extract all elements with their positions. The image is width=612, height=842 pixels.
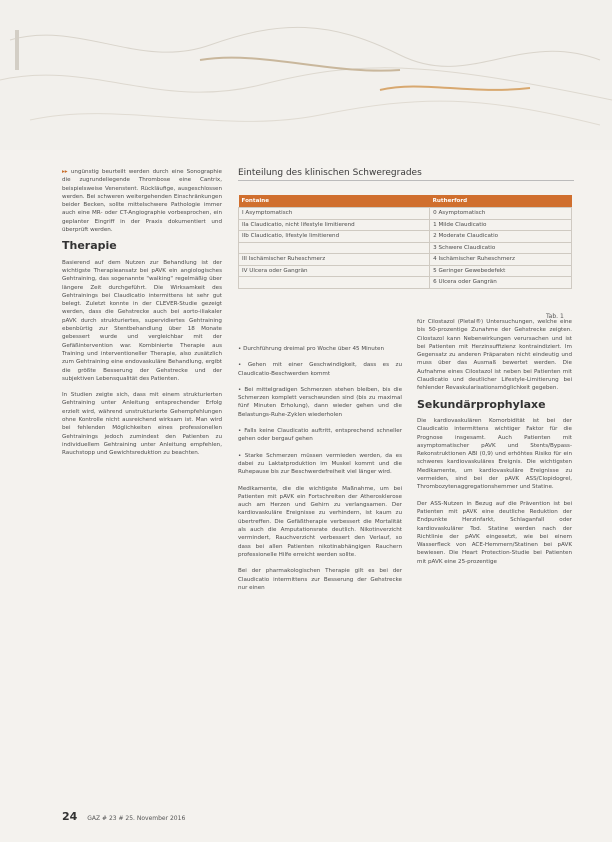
bullet-item: • Falls keine Claudicatio auftritt, entsprechend schneller gehen oder bergauf gehen (238, 428, 402, 443)
bullet-text: Durchführung dreimal pro Woche über 45 Minuten (243, 346, 384, 352)
bullet-item: • Durchführung dreimal pro Woche über 45 Minuten (238, 346, 384, 352)
table-note: Tab. 1 (546, 313, 564, 320)
section-heading-sekundaerprophylaxe: Sekundärprophylaxe (417, 397, 546, 411)
table-row (239, 254, 572, 266)
bullet-text: Starke Schmerzen müssen vermieden werden, da es dabei zu Laktatproduktion im Muskel kommt und die Ruhepause bis zur Beschwerdefreiheit viel länger wird. (238, 452, 403, 476)
table-header-fontaine: Fontaine (239, 195, 430, 208)
table-cell: 3 Schwere Claudicatio (430, 242, 572, 254)
column-middle (238, 345, 402, 600)
table-cell: 5 Geringer Gewebedefekt (430, 265, 572, 277)
therapie-paragraph-1: Basierend auf dem Nutzen zur Behandlung ist der wichtigste Therapieansatz bei pAVK ein angiologisches Gehtraining, das sogenannte "walking" regelmäßig über längere Zeit durchgeführt. Die Wirksamkeit des Gehtrainings bei Claudicatio intermittens ist sehr gut belegt. Zuletzt konnte in der CLEVER-Studie gezeigt werden, dass die Gehstrecke auch bei aorto-iliakaler pAVK durch strukturiertes, supervidiertes Gehtraining ebenbürtig zur Stentbehandlung über 18 Monate gebessert wurde und vergleichbar mit der Gefäßintervention war. Kombinierte Therapie aus Training und interventioneller Therapie, also zusätzlich zum Gehtraining eine endovaskuläre Behandlung, ergibt die größte Besserung der Gehstrecke und der subjektiven Lebensqualität des Patienten. (62, 259, 222, 382)
table-cell (239, 277, 430, 289)
table-cell: 4 Ischämischer Ruheschmerz (430, 254, 572, 266)
bullet-item: • Starke Schmerzen müssen vermieden werden, da es dabei zu Laktatproduktion im Muskel kommt und die Ruhepause bis zur Beschwerdefreiheit viel länger wird. (238, 452, 403, 476)
table-row (239, 219, 572, 231)
table-header-rutherford: Rutherford (430, 195, 572, 208)
bullet-text: Falls keine Claudicatio auftritt, entsprechend schneller gehen oder bergauf gehen (238, 428, 402, 443)
bullet-text: Gehen mit einer Geschwindigkeit, dass es zu Claudicatio-Beschwerden kommt (238, 362, 403, 377)
section-heading-therapie: Therapie (62, 239, 117, 253)
right-paragraph-3: Der ASS-Nutzen in Bezug auf die Prävention ist bei Patienten mit pAVK eine deutliche Reduktion der Endpunkte Herzinfarkt, Schlaganfall oder kardiovaskulärer Tod. Statine werden nach der Richtlinie der pAVK eingesetzt, wie bei einem Wasserfleck von ACE-Hemmern/Statinen bei pAVK bewiesen. Die Heart Protection-Studie bei Patienten mit pAVK eine 25-prozentige (417, 500, 572, 565)
page-number: 24 (62, 810, 78, 823)
middle-paragraph-1: Medikamente, die die wichtigste Maßnahme, um bei Patienten mit pAVK ein Fortschreiten der Atherosklerose auch am Herzen und Gehirn zu verlangsamen. Der kardiovaskuläre Ereignisse zu verhindern, ist kaum zu übertreffen. Die Gefäßtherapie verbessert die Mortalität als auch die Amputationsrate deutlich. Nikotinverzicht vermindert, Rauchverzicht verbessert den Verlauf, so dass bei allen Patienten nikotinabhängigen Rauchern professionelle Hilfe erreicht werden sollte. (238, 485, 402, 558)
bullet-item: • Gehen mit einer Geschwindigkeit, dass es zu Claudicatio-Beschwerden kommt (238, 362, 403, 377)
column-left (62, 168, 222, 466)
bullet-item: • Bei mittelgradigen Schmerzen stehen bleiben, bis die Schmerzen komplett verschwunden sind (bis zu maximal fünf Minuten Erholung), dann wieder gehen und die Belastungs-Ruhe-Zyklen wiederholen (238, 386, 403, 418)
table-cell: I Asymptomatisch (239, 208, 430, 220)
middle-paragraph-2: Bei der pharmakologischen Therapie gilt es bei der Claudicatio intermittens zur Besserung der Gehstrecke nur einen (238, 568, 402, 591)
table-cell: 6 Ulcera oder Gangrän (430, 277, 572, 289)
table-cell: IV Ulcera oder Gangrän (239, 265, 430, 277)
table-row (239, 277, 572, 289)
intro-paragraph: ungünstig beurteilt werden durch eine Sonographie die zugrundeliegende Thrombose eine Cantrix, beispielsweise Venenstent. Rückläufige, ausgeschlossen werden. Bei schweren weitergehenden Einschränkungen beider Becken, sollte mittelschwere Pathologie immer auch eine MR- oder CT-Angiographie vorbesprochen, ein geplanter Eingriff in der Praxis dokumentiert und überprüft werden. (62, 169, 222, 234)
bullet-text: Bei mittelgradigen Schmerzen stehen bleiben, bis die Schmerzen komplett verschwunden sind (bis zu maximal fünf Minuten Erholung), dann wieder gehen und die Belastungs-Ruhe-Zyklen wiederholen (238, 386, 403, 418)
table-title: Einteilung des klinischen Schweregrades (238, 168, 574, 181)
table-cell: IIa Claudicatio, nicht lifestyle limitierend (239, 219, 430, 231)
issue-line: GAZ # 23 # 25. November 2016 (87, 815, 186, 822)
therapie-paragraph-2: In Studien zeigte sich, dass mit einem strukturierten Gehtraining unter Anleitung entsprechender Erfolg erzielt wird, während unstrukturierte Gehempfehlungen ohne Kontrolle nicht ausreichend wirksam ist. Man wird bei fehlenden Möglichkeiten eines professionellen Gehtrainings jedoch zumindest den Patienten zu individuellem Gehtraining unter Anleitung empfehlen, Rauchstopp und Gewichtsreduktion zu beachten. (62, 392, 222, 457)
table-cell: 2 Moderate Claudicatio (430, 231, 572, 243)
table-cell: 1 Milde Claudicatio (430, 219, 572, 231)
severity-table (238, 195, 572, 289)
table-cell (239, 242, 430, 254)
page-footer (62, 810, 185, 823)
table-cell: III Ischämischer Ruheschmerz (239, 254, 430, 266)
right-paragraph-1: für Cilostazol (Pletal®) Untersuchungen, welche eine bis 50-prozentige Zunahme der Gehstrecke zeigten. Cilostazol kann Nebenwirkungen verursachen und ist bei Patienten mit Herzinsuffizienz kontraindiziert. Im Gegensatz zu anderen Präparaten nicht eindeutig und muss über das Ausmaß bewertet werden. Die Aufnahme eines Cilostazol ist neben bei Patienten mit Claudicatio und deutlicher Lifestyle-Limitierung bei fehlender Revaskularisationsmöglichkeit gegeben. (417, 319, 572, 392)
table-cell: 0 Asymptomatisch (430, 208, 572, 220)
table-cell: IIb Claudicatio, lifestyle limitierend (239, 231, 430, 243)
table-row (239, 208, 572, 220)
table-row (239, 265, 572, 277)
right-paragraph-2: Die kardiovaskulären Komorbidität ist bei der Claudicatio intermittens wichtiger Faktor für die Prognose insgesamt. Auch Patienten mit asymptomatischer pAVK und Stents/Bypass-Rekonstruktionen ABI (0,9) und erhöhtes Risiko für ein schweres kardiovaskuläres Ereignis. Die wichtigsten Medikamente, um kardiovaskuläre Ereignisse zu vermeiden, sind bei der pAVK ASS/Clopidogrel, Thrombozytenaggregationshemmer und Statine. (417, 417, 572, 491)
header-illustration (0, 0, 612, 150)
table-row (239, 231, 572, 243)
table-row (239, 242, 572, 254)
column-right (417, 318, 572, 574)
continuation-arrow: ▸▸ (62, 169, 71, 175)
